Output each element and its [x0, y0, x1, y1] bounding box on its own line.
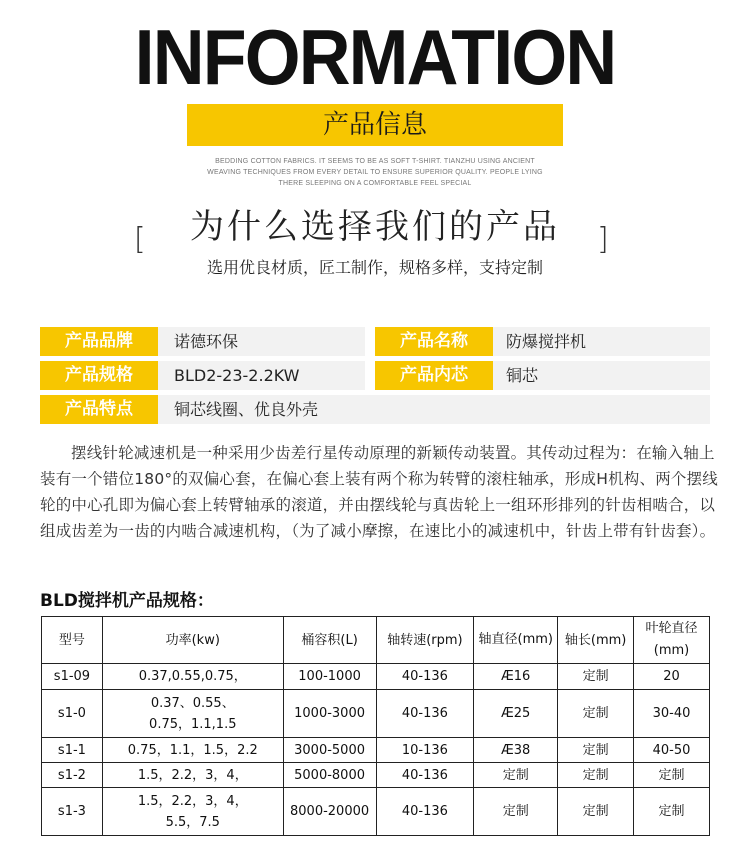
table-cell: Æ16 — [474, 664, 558, 690]
table-cell: 定制 — [558, 788, 634, 836]
header-cell: 轴长(mm) — [558, 617, 634, 664]
header-cell: 型号 — [42, 617, 103, 664]
table-cell: 100-1000 — [283, 664, 376, 690]
table-header-row — [42, 617, 710, 664]
table-cell: 1.5，2.2，3，4，5.5，7.5 — [102, 788, 283, 836]
table-cell: 定制 — [558, 738, 634, 763]
table-cell: s1-09 — [42, 664, 103, 690]
table-cell: 定制 — [558, 763, 634, 788]
table-cell: 5000-8000 — [283, 763, 376, 788]
table-cell: 40-50 — [634, 738, 710, 763]
table-row — [42, 763, 710, 788]
table-cell: 0.37、0.55、0.75，1.1,1.5 — [102, 690, 283, 738]
information-heading: INFORMATION — [134, 13, 616, 101]
table-cell: s1-3 — [42, 788, 103, 836]
core-label: 产品内芯 — [375, 361, 493, 390]
table-cell: 0.75，1.1，1.5，2.2 — [102, 738, 283, 763]
fine-print-line-1: BEDDING COTTON FABRICS. IT SEEMS TO BE AS SOFT T-SHIRT. TIANZHU USING ANCIENT — [215, 158, 535, 165]
name-label: 产品名称 — [375, 327, 493, 356]
spec-table-title: BLD搅拌机产品规格： — [40, 591, 214, 611]
brand-value: 诺德环保 — [174, 332, 239, 351]
table-row — [42, 788, 710, 836]
table-cell: 定制 — [558, 664, 634, 690]
product-description: 摆线针轮减速机是一种采用少齿差行星传动原理的新颖传动装置。其传动过程为：在输入轴上装有一个错位180°的双偏心套，在偏心套上装有两个称为转臂的滚柱轴承，形成H机构、两个摆线轮的中心孔即为偏心套上转臂轴承的滚道，并由摆线轮与真齿轮上一组环形排列的针齿相啮合，以组成齿差为一齿的内啮合减速机构，（为了减小摩擦，在速比小的减速机中，针齿上带有针齿套）。 — [40, 444, 718, 540]
spec-table — [41, 616, 710, 836]
fine-print-line-3: THERE SLEEPING ON A COMFORTABLE FEEL SPECIAL — [278, 180, 472, 187]
info-row-core — [375, 361, 710, 390]
product-info-title: 产品信息 — [322, 110, 427, 140]
table-cell: 8000-20000 — [283, 788, 376, 836]
header-cell: 轴直径(mm) — [474, 617, 558, 664]
table-cell: 40-136 — [376, 690, 474, 738]
table-cell: s1-1 — [42, 738, 103, 763]
feature-label: 产品特点 — [40, 395, 158, 424]
header-cell: 叶轮直径(mm) — [634, 617, 710, 664]
table-cell: 1000-3000 — [283, 690, 376, 738]
spec-label: 产品规格 — [40, 361, 158, 390]
table-cell: 30-40 — [634, 690, 710, 738]
table-cell: 40-136 — [376, 763, 474, 788]
table-cell: 20 — [634, 664, 710, 690]
name-value: 防爆搅拌机 — [506, 332, 587, 351]
table-cell: 定制 — [558, 690, 634, 738]
info-row-brand — [40, 327, 365, 356]
table-cell: 定制 — [474, 788, 558, 836]
table-cell: 定制 — [474, 763, 558, 788]
left-bracket: [ — [134, 222, 146, 257]
fine-print-line-2: WEAVING TECHNIQUES FROM EVERY DETAIL TO ENSURE SUPERIOR QUALITY. PEOPLE LYING — [207, 169, 543, 176]
table-cell: 3000-5000 — [283, 738, 376, 763]
why-choose-subtitle: 选用优良材质，匠工制作，规格多样，支持定制 — [206, 258, 543, 277]
table-cell: Æ38 — [474, 738, 558, 763]
core-value: 铜芯 — [506, 366, 539, 385]
table-cell: 40-136 — [376, 788, 474, 836]
feature-value: 铜芯线圈、优良外壳 — [174, 400, 319, 419]
header-cell: 桶容积(L) — [283, 617, 376, 664]
table-cell: 40-136 — [376, 664, 474, 690]
brand-label: 产品品牌 — [40, 327, 158, 356]
table-cell: s1-2 — [42, 763, 103, 788]
product-info-banner — [187, 104, 563, 146]
info-row-feature — [40, 395, 710, 424]
header-cell: 功率(kw) — [102, 617, 283, 664]
table-row — [42, 664, 710, 690]
right-bracket: ] — [597, 222, 609, 257]
table-cell: 1.5，2.2，3，4， — [102, 763, 283, 788]
table-cell: 10-136 — [376, 738, 474, 763]
table-cell: s1-0 — [42, 690, 103, 738]
table-cell: 定制 — [634, 788, 710, 836]
table-row — [42, 738, 710, 763]
header-cell: 轴转速(rpm) — [376, 617, 474, 664]
table-row — [42, 690, 710, 738]
info-row-spec — [40, 361, 365, 390]
table-cell: 定制 — [634, 763, 710, 788]
spec-value: BLD2-23-2.2KW — [174, 366, 300, 385]
table-cell: Æ25 — [474, 690, 558, 738]
table-cell: 0.37,0.55,0.75， — [102, 664, 283, 690]
why-choose-title: 为什么选择我们的产品 — [190, 207, 560, 247]
info-row-name — [375, 327, 710, 356]
